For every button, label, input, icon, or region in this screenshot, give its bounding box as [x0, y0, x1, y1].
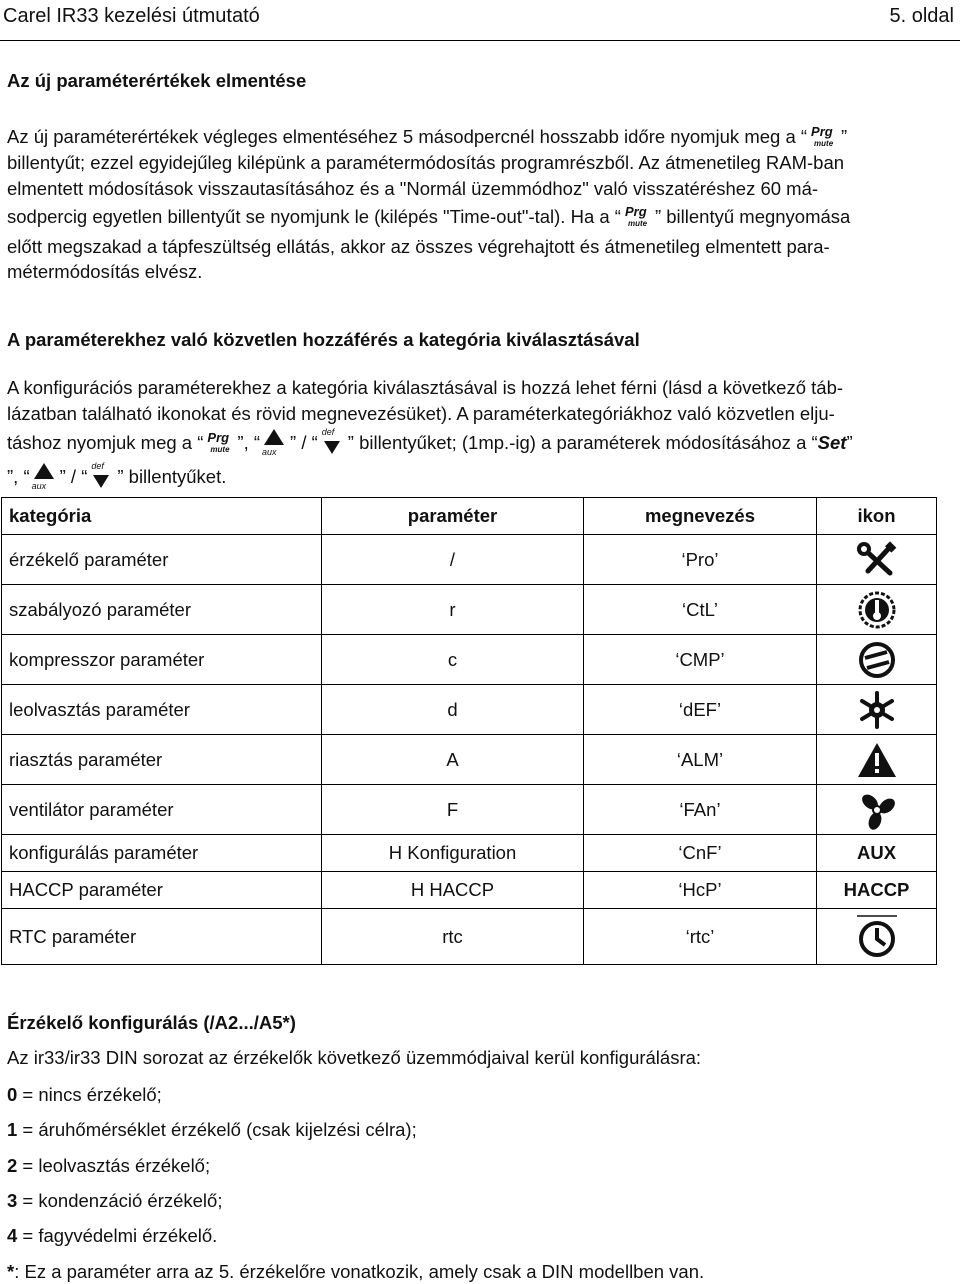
paragraph-line: Az új paraméterértékek végleges elmentéséhez 5 másodpercnél hosszabb időre nyomjuk meg a “ Prg mute ”	[7, 124, 955, 152]
list-item: 2 = leolvasztás érzékelő;	[7, 1155, 211, 1176]
table-row: leolvasztás paraméter d ‘dEF’	[2, 685, 937, 735]
paragraph-line: billentyűt; ezzel egyidejűleg kilépünk a paramétermódosítás programrészből. Az átmenetileg RAM-ban	[7, 152, 845, 173]
table-header-row	[2, 498, 937, 535]
down-def-key-icon: def	[87, 463, 117, 493]
compressor-icon	[857, 640, 897, 680]
defrost-icon	[857, 690, 897, 730]
table-row: HACCP paraméter H HACCP ‘HcP’ HACCP	[2, 872, 937, 909]
table-row: kompresszor paraméter c ‘CMP’	[2, 635, 937, 685]
column-header: megnevezés	[584, 498, 817, 535]
table-row: ventilátor paraméter F ‘FAn’	[2, 785, 937, 835]
wrench-screwdriver-icon	[856, 541, 898, 579]
paragraph-line: táshoz nyomjuk meg a “ Prg mute ”, “ aux ” / “ def ” billentyűket; (1mp.-ig) a paraméterek módosításához a “Set”	[7, 427, 853, 457]
parameter-category-table	[1, 497, 937, 965]
table-row: riasztás paraméter A ‘ALM’	[2, 735, 937, 785]
fan-icon	[857, 790, 897, 830]
paragraph-line: A konfigurációs paraméterekhez a kategória kiválasztásával is hozzá lehet férni (lásd a következő táb-	[7, 377, 844, 398]
paragraph-line: ”, “ aux ” / “ def ” billentyűket.	[7, 461, 227, 491]
table-row: RTC paraméter rtc ‘rtc’	[2, 909, 937, 965]
table-row: érzékelő paraméter / ‘Pro’	[2, 535, 937, 585]
paragraph-line: elmentett módosítások visszautasításához és a "Normál üzemmódhoz" való visszatéréshez 60 má-	[7, 178, 819, 199]
column-header: paraméter	[322, 498, 584, 535]
aux-label: AUX	[817, 835, 937, 872]
paragraph-line: Az ir33/ir33 DIN sorozat az érzékelők következő üzemmódjaival kerül konfigurálásra:	[7, 1047, 702, 1068]
footnote: *: Ez a paraméter arra az 5. érzékelőre vonatkozik, amely csak a DIN modellben van.	[7, 1261, 705, 1282]
table-row: szabályozó paraméter r ‘CtL’	[2, 585, 937, 635]
document-title: Carel IR33 kezelési útmutató	[3, 5, 260, 27]
column-header: kategória	[2, 498, 322, 535]
page-number: 5. oldal	[889, 5, 954, 27]
list-item: 1 = áruhőmérséklet érzékelő (csak kijelzési célra);	[7, 1119, 417, 1140]
page-header	[0, 2, 960, 41]
paragraph-line: lázatban található ikonokat és rövid megnevezésüket). A paraméterkategóriákhoz való közvetlen elju-	[7, 403, 835, 424]
clock-icon	[855, 914, 899, 960]
list-item: 4 = fagyvédelmi érzékelő.	[7, 1225, 218, 1246]
section-heading-sensor-config: Érzékelő konfigurálás (/A2.../A5*)	[7, 1012, 296, 1033]
paragraph-line: métermódosítás elvész.	[7, 261, 203, 282]
section-heading-save: Az új paraméterértékek elmentése	[7, 70, 307, 91]
thermostat-icon	[857, 590, 897, 630]
prg-mute-key-icon: Prg mute	[624, 204, 648, 229]
up-aux-key-icon: aux	[30, 463, 60, 493]
paragraph-line: sodpercig egyetlen billentyűt se nyomjunk le (kilépés "Time-out"-tal). Ha a “ Prg mute ” billentyű megnyomása	[7, 204, 955, 232]
list-item: 0 = nincs érzékelő;	[7, 1084, 162, 1105]
down-def-key-icon: def	[318, 429, 348, 459]
list-item: 3 = kondenzáció érzékelő;	[7, 1190, 223, 1211]
paragraph-line: előtt megszakad a tápfeszültség ellátás, akkor az összes végrehajtott és átmenetileg elmentett para-	[7, 236, 830, 257]
haccp-label: HACCP	[817, 872, 937, 909]
prg-mute-key-icon: Prg mute	[811, 124, 834, 149]
alarm-triangle-icon	[857, 742, 897, 778]
column-header: ikon	[817, 498, 937, 535]
section-heading-category-access: A paraméterekhez való közvetlen hozzáférés a kategória kiválasztásával	[7, 329, 640, 350]
prg-mute-key-icon: Prg mute	[207, 430, 230, 454]
up-aux-key-icon: aux	[260, 429, 290, 459]
table-row: konfigurálás paraméter H Konfiguration ‘CnF’ AUX	[2, 835, 937, 872]
